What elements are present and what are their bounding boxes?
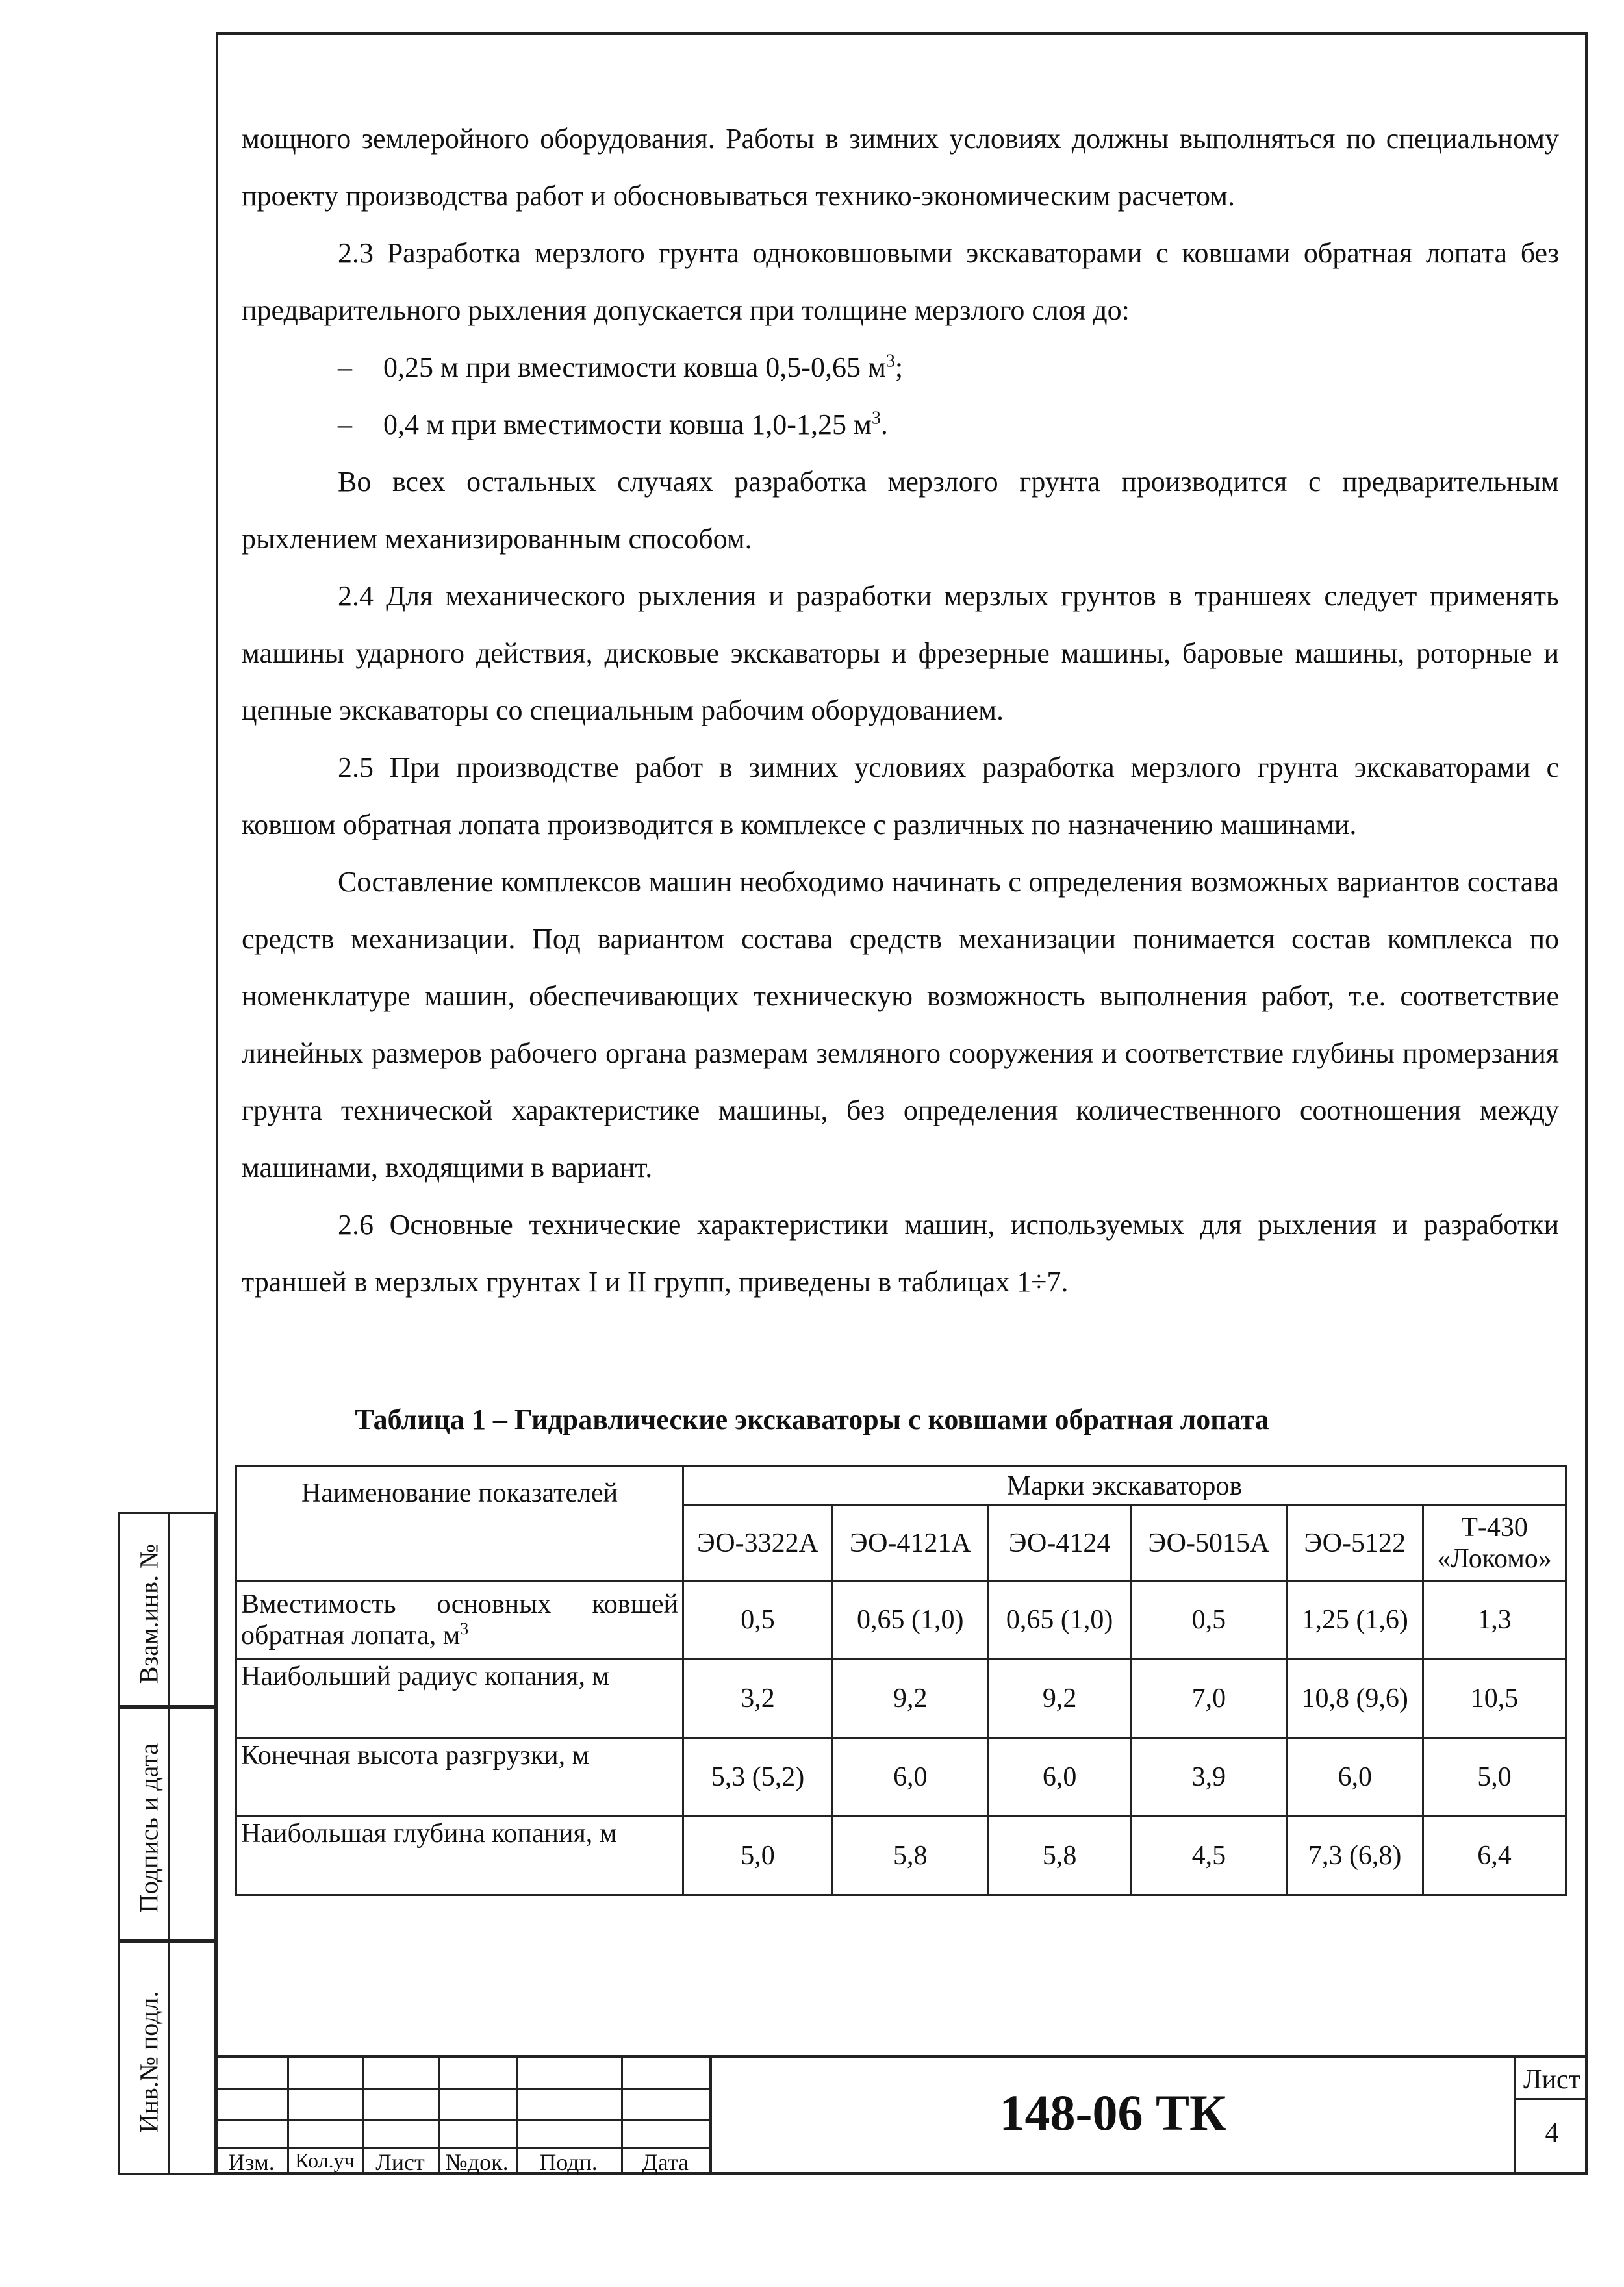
table-header-model: ЭО-3322А <box>683 1506 833 1581</box>
sheet-label: Лист <box>1523 2065 1580 2095</box>
superscript: 3 <box>885 351 895 372</box>
superscript: 3 <box>871 408 881 429</box>
document-body <box>242 110 1559 1311</box>
table-header-row <box>236 1467 1566 1506</box>
table-cell: 3,2 <box>683 1659 833 1738</box>
tb-col-kolch: Кол.уч <box>295 2149 355 2172</box>
list-item-tail: . <box>880 409 888 440</box>
table-cell: 5,8 <box>988 1816 1131 1895</box>
table-cell: 10,8 (9,6) <box>1287 1659 1423 1738</box>
table-cell: 9,2 <box>988 1659 1131 1738</box>
paragraph: 2.6 Основные технические характеристики машин, используемых для рыхления и разработки траншей в мерзлых грунтах I и II групп, приведены в таблицах 1÷7. <box>242 1209 1559 1298</box>
side-stamp-podpis <box>118 1707 216 1941</box>
list-dash: – <box>338 351 352 383</box>
tb-col-list: Лист <box>375 2149 425 2175</box>
table-cell: 7,3 (6,8) <box>1287 1816 1423 1895</box>
paragraph: 2.3 Разработка мерзлого грунта одноковшовыми экскаваторами с ковшами обратная лопата без предварительного рыхления допускается при толщине мерзлого слоя до: <box>242 237 1559 326</box>
tb-line <box>216 2088 709 2090</box>
table-row <box>236 1581 1566 1659</box>
table-header-model: ЭО-4121А <box>832 1506 988 1581</box>
tb-col-izm: Изм. <box>228 2149 275 2175</box>
table-cell: 0,5 <box>1131 1581 1287 1659</box>
side-stamp-inv <box>118 1941 216 2175</box>
superscript: 3 <box>460 1619 469 1638</box>
tb-col-ndok: №док. <box>445 2149 509 2175</box>
side-stamp-vzam <box>118 1512 216 1707</box>
tb-line <box>216 2119 709 2121</box>
table-cell: 6,4 <box>1423 1816 1566 1895</box>
list-item-text: 0,4 м при вместимости ковша 1,0-1,25 м <box>383 409 872 440</box>
list-dash: – <box>338 409 352 440</box>
table-cell: 9,2 <box>832 1659 988 1738</box>
table-cell-name: Конечная высота разгрузки, м <box>236 1738 683 1816</box>
side-label-podpis: Подпись и дата <box>134 1743 164 1914</box>
table-cell: 5,8 <box>832 1816 988 1895</box>
table-cell-name: Наибольший радиус копания, м <box>236 1659 683 1738</box>
table-cell: 7,0 <box>1131 1659 1287 1738</box>
table-cell: 0,65 (1,0) <box>988 1581 1131 1659</box>
table-cell: 0,5 <box>683 1581 833 1659</box>
table-row <box>236 1659 1566 1738</box>
table-cell: 1,3 <box>1423 1581 1566 1659</box>
table-cell: 5,0 <box>683 1816 833 1895</box>
list-item <box>242 339 1559 396</box>
table-cell: 1,25 (1,6) <box>1287 1581 1423 1659</box>
table-row <box>236 1816 1566 1895</box>
paragraph: 2.5 При производстве работ в зимних условиях разработка мерзлого грунта экскаваторами с ковшом обратная лопата производится в комплексе с различных по назначению машинами. <box>242 752 1559 840</box>
table-caption: Таблица 1 – Гидравлические экскаваторы с ковшами обратная лопата <box>355 1404 1269 1435</box>
paragraph: мощного землеройного оборудования. Работы в зимних условиях должны выполняться по специальному проекту производства работ и обосновываться технико-экономическим расчетом. <box>242 123 1559 212</box>
table-header-model: ЭО-5122 <box>1287 1506 1423 1581</box>
document-code: 148-06 ТК <box>999 2084 1226 2141</box>
table-cell: 3,9 <box>1131 1738 1287 1816</box>
table-cell: 5,0 <box>1423 1738 1566 1816</box>
sheet-number: 4 <box>1545 2118 1559 2148</box>
list-item-text: 0,25 м при вместимости ковша 0,5-0,65 м <box>383 351 886 383</box>
table-header-model: ЭО-4124 <box>988 1506 1131 1581</box>
paragraph: Во всех остальных случаях разработка мерзлого грунта производится с предварительным рыхлением механизированным способом. <box>242 466 1559 555</box>
table-cell: 6,0 <box>1287 1738 1423 1816</box>
table-row <box>236 1738 1566 1816</box>
table-header-model: ЭО-5015А <box>1131 1506 1287 1581</box>
table-cell: 10,5 <box>1423 1659 1566 1738</box>
excavator-table <box>235 1465 1567 1896</box>
tb-col-podp: Подп. <box>539 2149 598 2175</box>
table-cell: 0,65 (1,0) <box>832 1581 988 1659</box>
table-cell-name <box>236 1581 683 1659</box>
table-cell: 6,0 <box>832 1738 988 1816</box>
side-label-inv: Инв.№ подл. <box>134 1991 164 2133</box>
table-header-group: Марки экскаваторов <box>683 1467 1566 1506</box>
table-cell: 6,0 <box>988 1738 1131 1816</box>
table-cell-name: Наибольшая глубина копания, м <box>236 1816 683 1895</box>
tb-col-data: Дата <box>642 2149 689 2175</box>
table-cell: 4,5 <box>1131 1816 1287 1895</box>
paragraph: 2.4 Для механического рыхления и разработки мерзлых грунтов в траншеях следует применять машины ударного действия, дисковые экскаваторы и фрезерные машины, баровые машины, роторные и цепные экскаваторы со специальным рабочим оборудованием. <box>242 580 1559 726</box>
list-item-tail: ; <box>894 351 904 383</box>
table-header-model: Т-430 «Локомо» <box>1423 1506 1566 1581</box>
table-cell: 5,3 (5,2) <box>683 1738 833 1816</box>
table-header-name: Наименование показателей <box>236 1467 683 1581</box>
side-label-vzam: Взам.инв. № <box>134 1543 164 1684</box>
title-block <box>216 2055 1588 2175</box>
tb-line <box>1514 2098 1588 2100</box>
paragraph: Составление комплексов машин необходимо начинать с определения возможных вариантов состава средств механизации. Под вариантом состава средств механизации понимается состав комплекса по номенклатуре машин, обеспечивающих техническую возможность выполнения работ, т.е. соответствие линейных размеров рабочего органа размерам земляного сооружения и соответствие глубины промерзания грунта технической характеристике машины, без определения количественного соотношения между машинами, входящими в вариант. <box>242 866 1559 1183</box>
row-name-text: Вместимость основных ковшей обратная лопата, м <box>241 1589 679 1650</box>
list-item <box>242 396 1559 453</box>
